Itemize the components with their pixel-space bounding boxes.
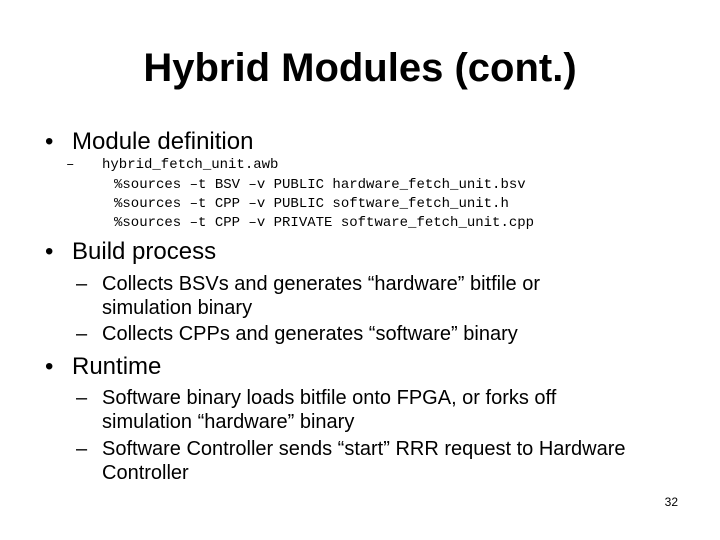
bullet-heading: Runtime xyxy=(72,353,162,380)
sub-item-text: Collects CPPs and generates “software” binary xyxy=(102,323,518,345)
dash-marker: – xyxy=(76,323,88,345)
slide-title: Hybrid Modules (cont.) xyxy=(143,46,577,90)
code-line: %sources –t BSV –v PUBLIC hardware_fetch_unit.bsv xyxy=(114,177,526,193)
dash-marker: – xyxy=(76,438,88,460)
sub-item-text: Collects BSVs and generates “hardware” bitfile or simulation binary xyxy=(102,273,540,319)
code-line: %sources –t CPP –v PRIVATE software_fetch_unit.cpp xyxy=(114,215,535,231)
bullet-dot: • xyxy=(45,353,54,380)
page-number: 32 xyxy=(664,495,678,509)
dash-marker: – xyxy=(76,273,88,295)
bullet-dot: • xyxy=(45,238,54,265)
bullet-heading: Module definition xyxy=(72,128,254,155)
sub-item-text: Software binary loads bitfile onto FPGA, or forks off simulation “hardware” binary xyxy=(102,387,557,433)
bullet-heading: Build process xyxy=(72,238,217,265)
bullet-dot: • xyxy=(45,128,54,155)
code-line: hybrid_fetch_unit.awb xyxy=(102,157,279,173)
dash-marker: – xyxy=(76,387,88,409)
code-line: %sources –t CPP –v PUBLIC software_fetch_unit.h xyxy=(114,196,509,212)
code-dash: – xyxy=(66,157,75,173)
sub-item-text: Software Controller sends “start” RRR request to Hardware Controller xyxy=(102,438,626,484)
